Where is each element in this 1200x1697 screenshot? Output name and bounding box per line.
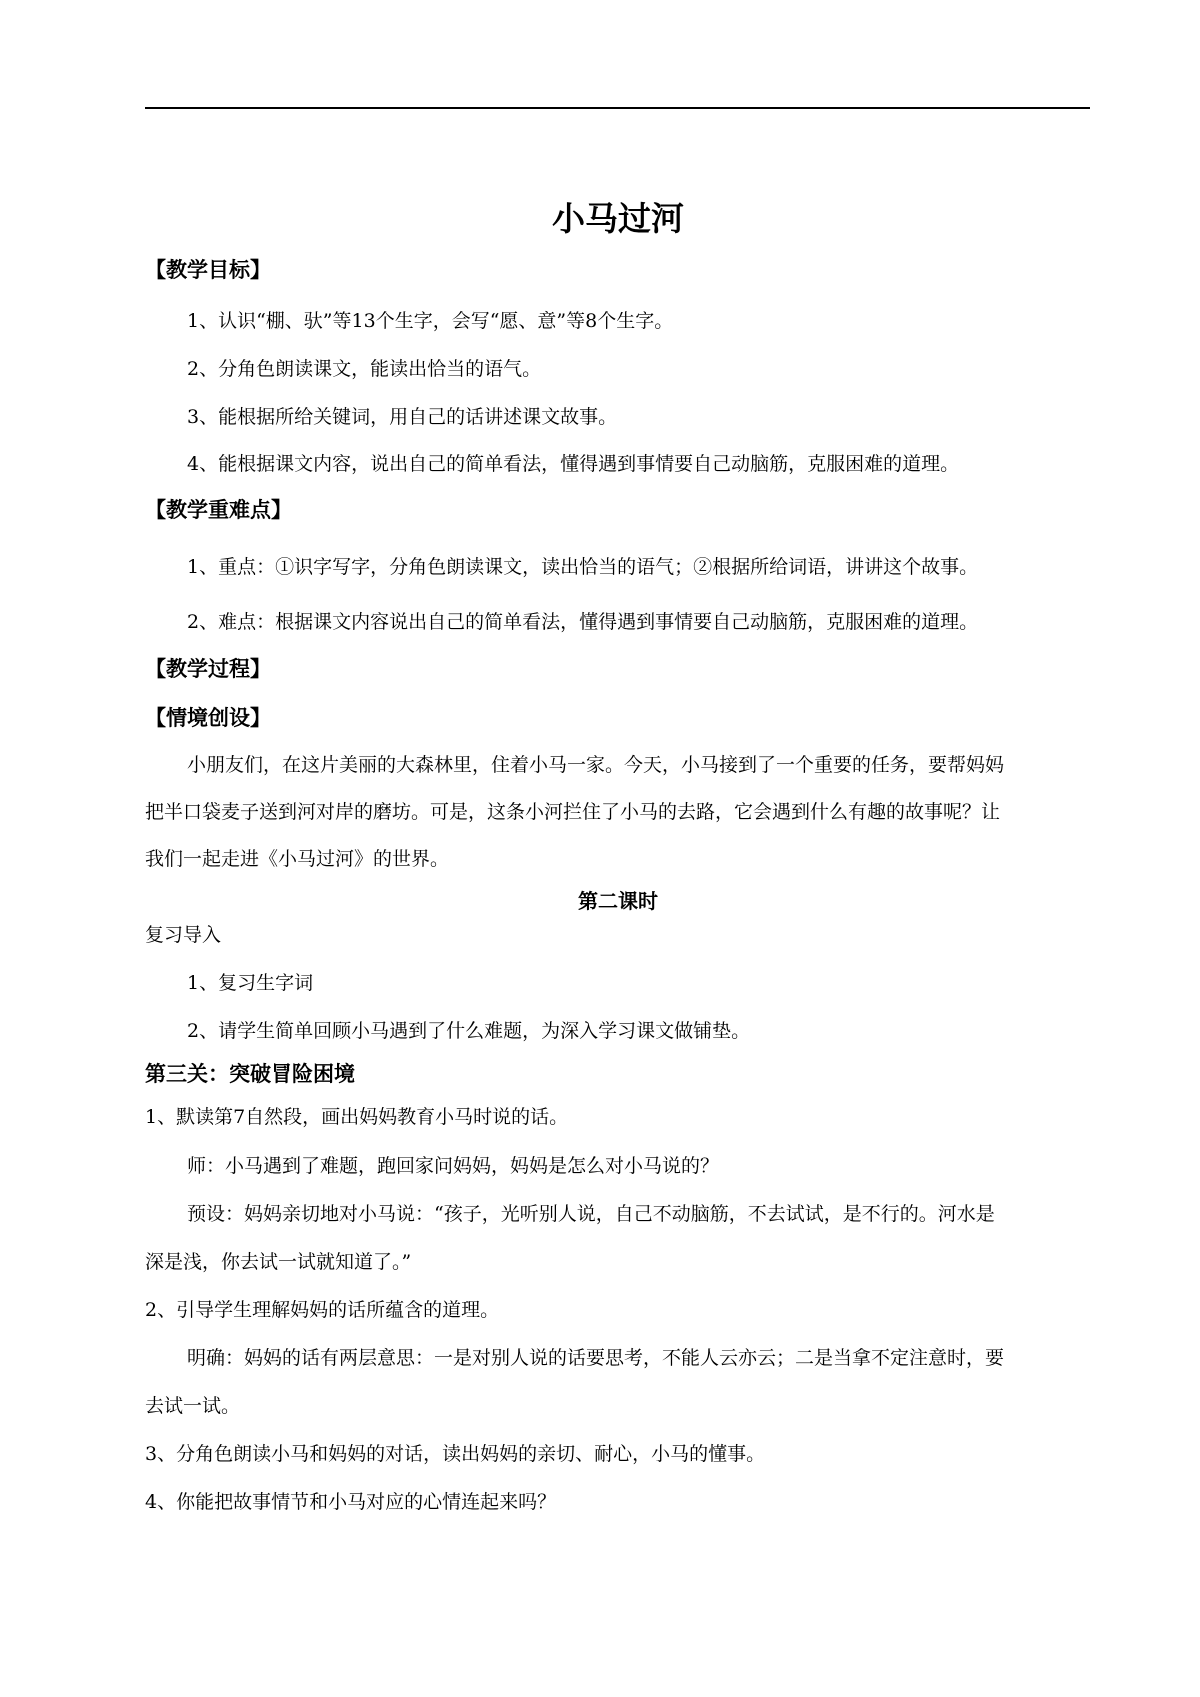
stage3-item: 3、分角色朗读小马和妈妈的对话，读出妈妈的亲切、耐心，小马的懂事。 bbox=[145, 1443, 766, 1465]
review-heading: 复习导入 bbox=[145, 924, 222, 946]
header-rule bbox=[145, 107, 1090, 109]
goals-heading: 【教学目标】 bbox=[145, 258, 271, 282]
preset-line: 深是浅，你去试一试就知道了。” bbox=[145, 1251, 412, 1273]
goal-item: 2、分角色朗读课文，能读出恰当的语气。 bbox=[187, 358, 542, 380]
goal-item: 4、能根据课文内容，说出自己的简单看法，懂得遇到事情要自己动脑筋，克服困难的道理。 bbox=[187, 453, 960, 475]
teacher-question: 师：小马遇到了难题，跑回家问妈妈，妈妈是怎么对小马说的？ bbox=[187, 1155, 720, 1177]
lesson2-heading: 第二课时 bbox=[578, 889, 658, 913]
stage3-heading: 第三关：突破冒险困境 bbox=[145, 1062, 355, 1086]
scene-heading: 【情境创设】 bbox=[145, 706, 271, 730]
keypoint-item: 1、重点：①识字写字，分角色朗读课文，读出恰当的语气；②根据所给词语，讲讲这个故事。 bbox=[187, 556, 979, 578]
process-heading: 【教学过程】 bbox=[145, 657, 271, 681]
keypoint-item: 2、难点：根据课文内容说出自己的简单看法，懂得遇到事情要自己动脑筋，克服困难的道理。 bbox=[187, 611, 979, 633]
preset-line: 预设：妈妈亲切地对小马说：“孩子，光听别人说，自己不动脑筋，不去试试，是不行的。河水是 bbox=[187, 1203, 995, 1225]
review-item: 2、请学生简单回顾小马遇到了什么难题，为深入学习课文做铺垫。 bbox=[187, 1020, 751, 1042]
scene-paragraph-line: 小朋友们，在这片美丽的大森林里，住着小马一家。今天，小马接到了一个重要的任务，要帮妈妈 bbox=[187, 754, 1005, 776]
scene-paragraph-line: 我们一起走进《小马过河》的世界。 bbox=[145, 848, 450, 870]
clarify-line: 明确：妈妈的话有两层意思：一是对别人说的话要思考，不能人云亦云；二是当拿不定注意时，要 bbox=[187, 1347, 1005, 1369]
keypoints-heading: 【教学重难点】 bbox=[145, 498, 292, 522]
scene-paragraph-line: 把半口袋麦子送到河对岸的磨坊。可是，这条小河拦住了小马的去路，它会遇到什么有趣的故事呢？让 bbox=[145, 801, 1001, 823]
clarify-line: 去试一试。 bbox=[145, 1395, 241, 1417]
document-title: 小马过河 bbox=[552, 199, 684, 238]
stage3-item: 2、引导学生理解妈妈的话所蕴含的道理。 bbox=[145, 1299, 500, 1321]
stage3-item: 1、默读第7自然段，画出妈妈教育小马时说的话。 bbox=[145, 1106, 569, 1128]
stage3-item: 4、你能把故事情节和小马对应的心情连起来吗？ bbox=[145, 1491, 557, 1513]
review-item: 1、复习生字词 bbox=[187, 972, 314, 994]
goal-item: 1、认识“棚、驮”等13个生字，会写“愿、意”等8个生字。 bbox=[187, 310, 674, 332]
goal-item: 3、能根据所给关键词，用自己的话讲述课文故事。 bbox=[187, 406, 618, 428]
